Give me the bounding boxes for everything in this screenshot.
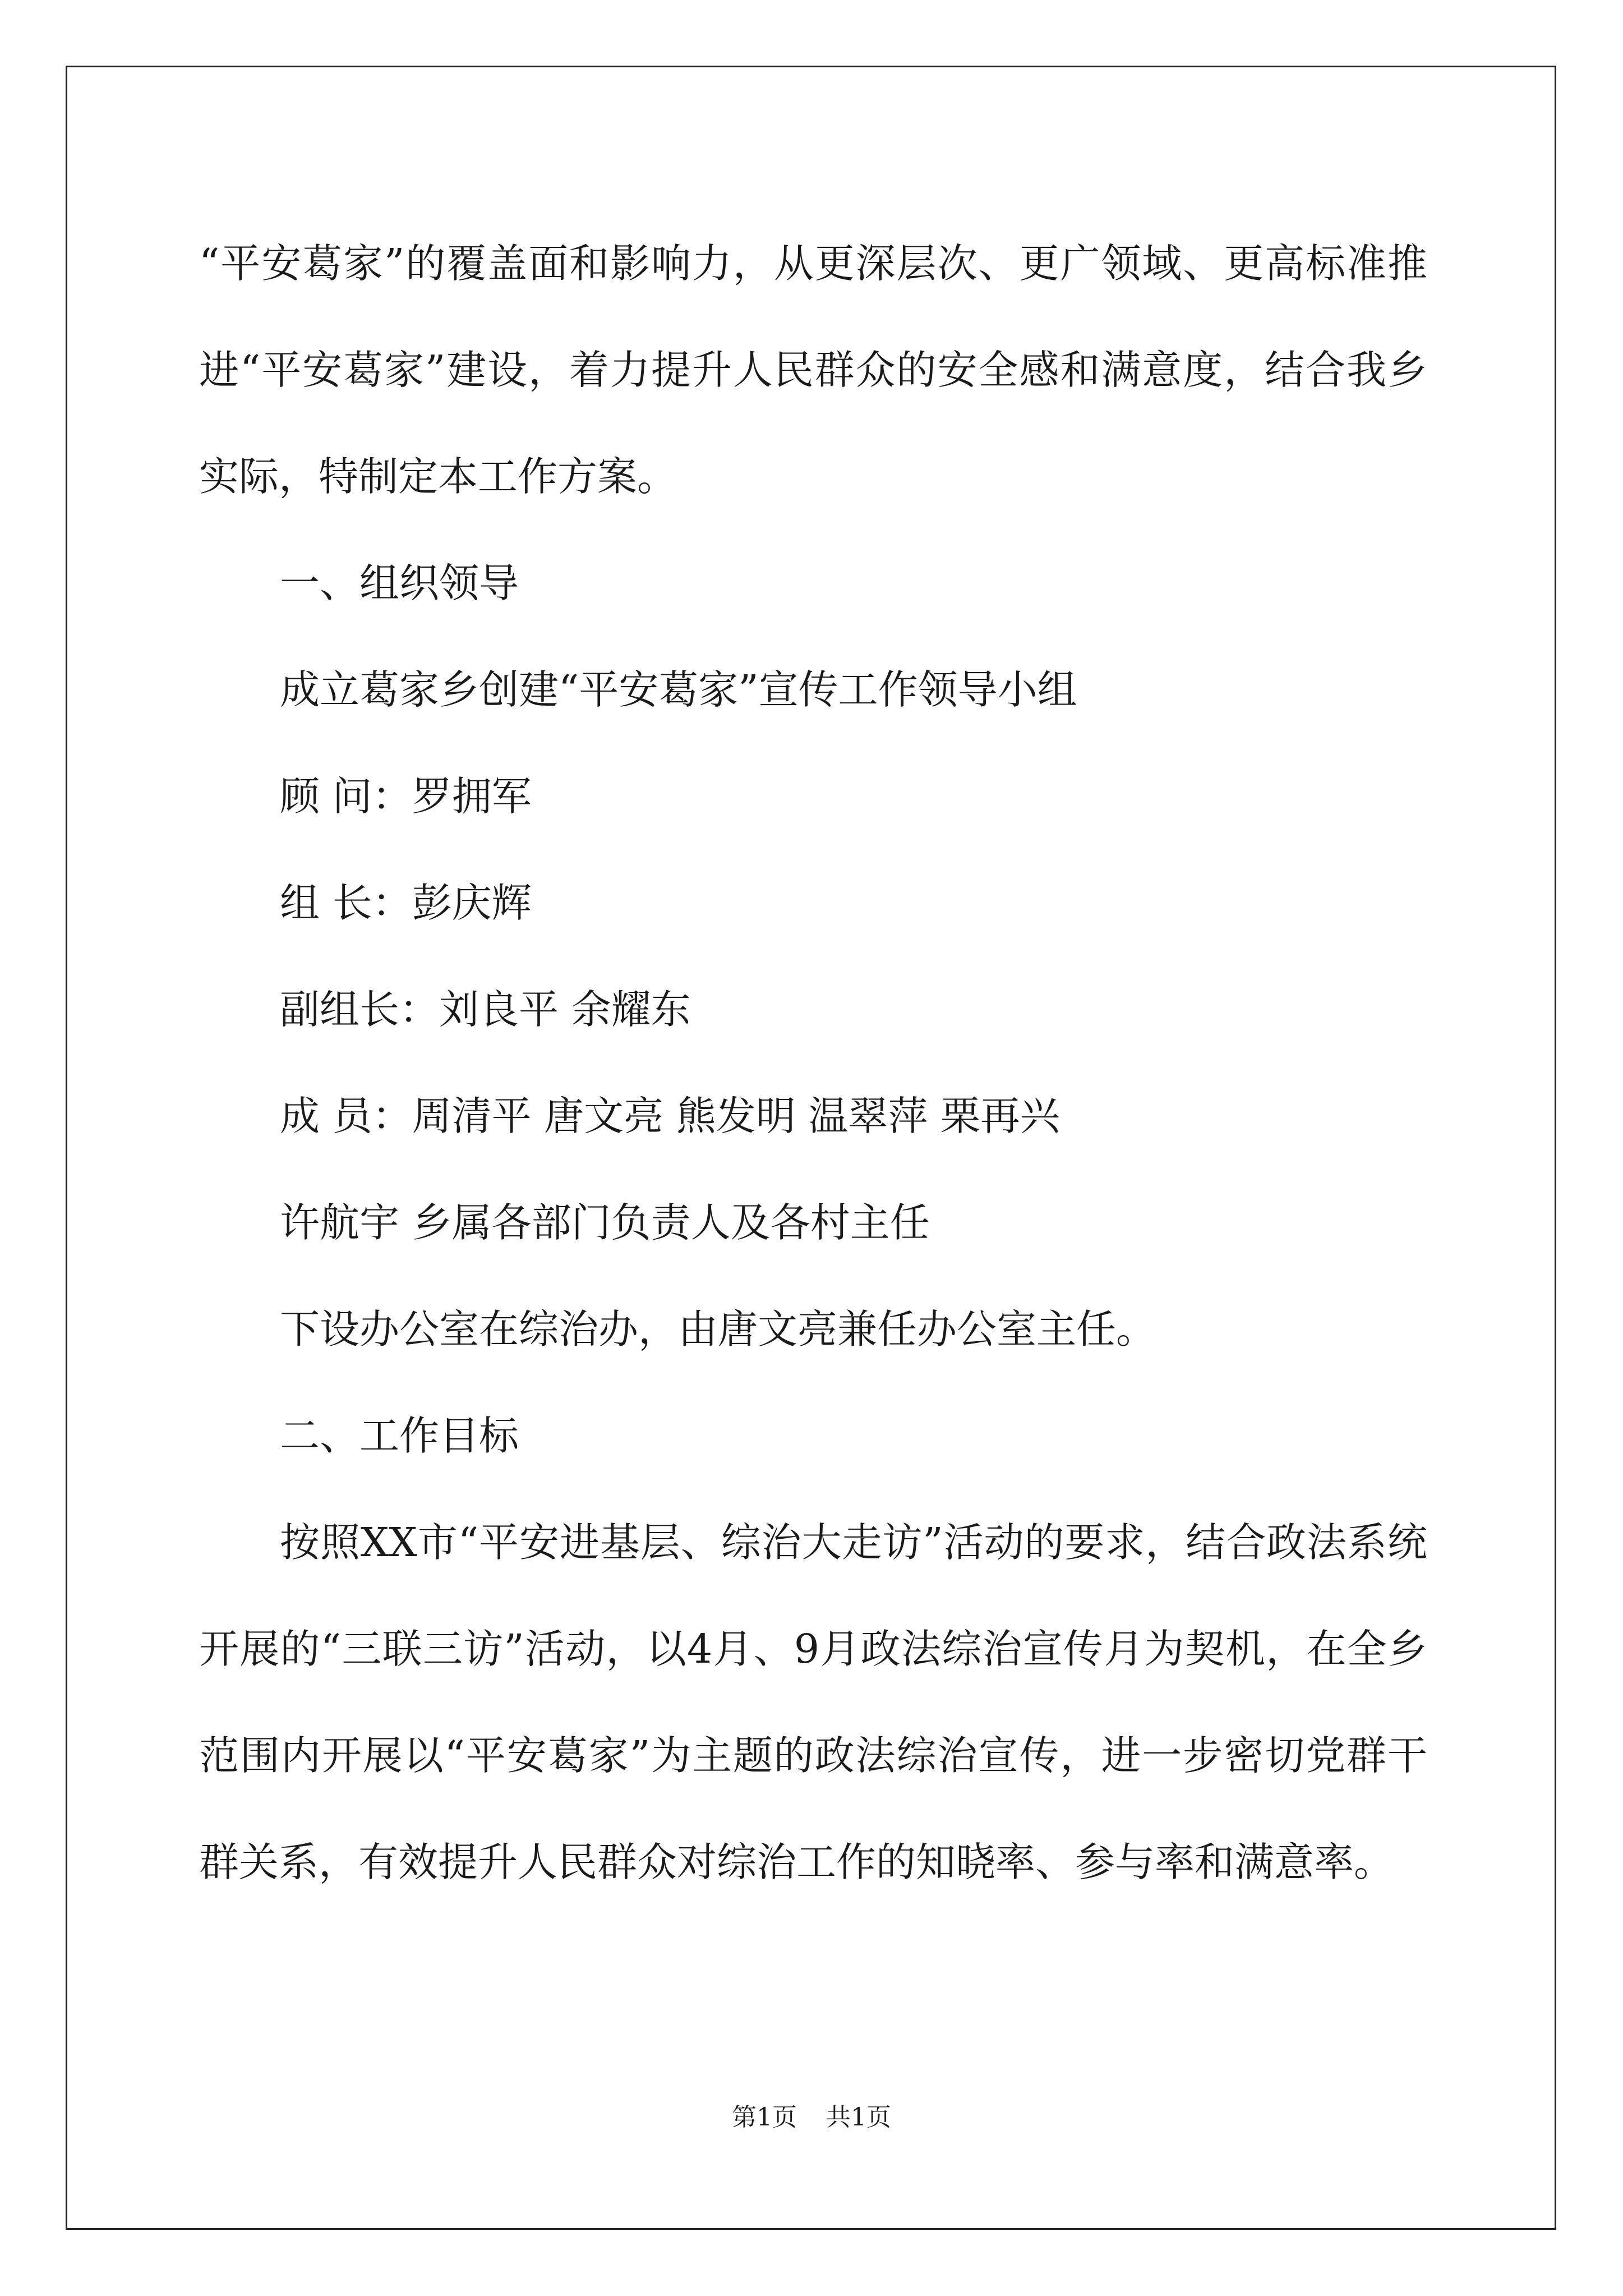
members-line-continued: 许航宇 乡属各部门负责人及各村主任: [280, 1199, 930, 1246]
leader-line: 组 长：彭庆辉: [280, 880, 532, 926]
paragraph: “平安葛家”的覆盖面和影响力，从更深层次、更广领域、更高标准推进“平安葛家”建设，着力提升人民群众的安全感和满意度，结合我乡实际，特制定本工作方案。: [199, 240, 1427, 500]
deputy-leader-line: 副组长：刘良平 余耀东: [280, 986, 691, 1033]
page-footer: [0, 2101, 1623, 2134]
paragraph: 成立葛家乡创建“平安葛家”宣传工作领导小组: [280, 666, 1077, 713]
section-heading-organization: 一、组织领导: [280, 560, 519, 606]
document-body: [199, 210, 1427, 1916]
adviser-line: 顾 问：罗拥军: [280, 773, 532, 820]
paragraph: 按照XX市“平安进基层、综治大走访”活动的要求，结合政法系统开展的“三联三访”活动，以4月、9月政法综治宣传月为契机，在全乡范围内开展以“平安葛家”为主题的政法综治宣传，进一步密切党群干群关系，有效提升人民群众对综治工作的知晓率、参与率和满意率。: [199, 1519, 1427, 1885]
page-number: 第1页: [732, 2103, 797, 2132]
page-total: 共1页: [826, 2103, 891, 2132]
members-line: 成 员：周清平 唐文亮 熊发明 温翠萍 栗再兴: [280, 1093, 1060, 1139]
section-heading-goals: 二、工作目标: [280, 1412, 519, 1459]
paragraph: 下设办公室在综治办，由唐文亮兼任办公室主任。: [280, 1306, 1156, 1352]
